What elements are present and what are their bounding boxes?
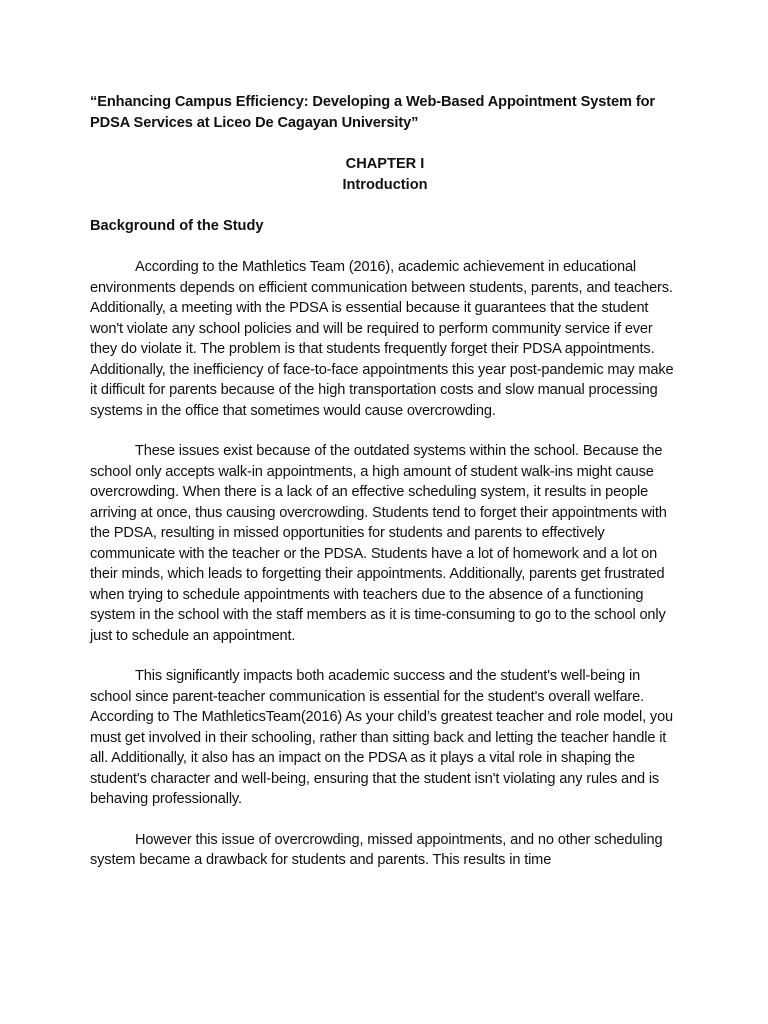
section-heading: Background of the Study [90,218,264,234]
paragraph-4: However this issue of overcrowding, missed appointments, and no other scheduling system became a drawback for students and parents. This results in time [90,831,663,868]
chapter-header [90,154,680,196]
chapter-subtitle: Introduction [342,177,428,193]
document-title: “Enhancing Campus Efficiency: Developing a Web-Based Appointment System for PDSA Services at Liceo De Cagayan University” [90,94,655,131]
paragraph-1: According to the Mathletics Team (2016), academic achievement in educational environments depends on efficient communication between students, parents, and teachers. Additionally, a meeting with the PDSA is essential because it guarantees that the student won't violate any school policies and will be required to perform community service if ever they do violate it. The problem is that students frequently forget their PDSA appointments. Additionally, the inefficiency of face-to-face appointments this year post-pandemic may make it difficult for parents because of the high transportation costs and slow manual processing systems in the office that sometimes would cause overcrowding. [90,259,674,419]
paragraph-2: These issues exist because of the outdated systems within the school. Because the school only accepts walk-in appointments, a high amount of student walk-ins might cause overcrowding. When there is a lack of an effective scheduling system, it results in people arriving at once, thus causing overcrowding. Students tend to forget their appointments with the PDSA, resulting in missed opportunities for students and parents to effectively communicate with the teacher or the PDSA. Students have a lot of homework and a lot on their minds, which leads to forgetting their appointments. Additionally, parents get frustrated when trying to schedule appointments with teachers due to the absence of a functioning system in the school with the staff members as it is time-consuming to go to the school only just to schedule an appointment. [90,443,667,644]
document-page [90,92,680,871]
paragraph-3: This significantly impacts both academic success and the student's well-being in school since parent-teacher communication is essential for the student's overall welfare. According to The MathleticsTeam(2016) As your child’s greatest teacher and role model, you must get involved in their schooling, rather than sitting back and letting the teacher handle it all. Additionally, it also has an impact on the PDSA as it plays a vital role in shaping the student's character and well-being, ensuring that the student isn't violating any rules and is behaving professionally. [90,668,673,807]
chapter-label: CHAPTER I [345,156,425,172]
